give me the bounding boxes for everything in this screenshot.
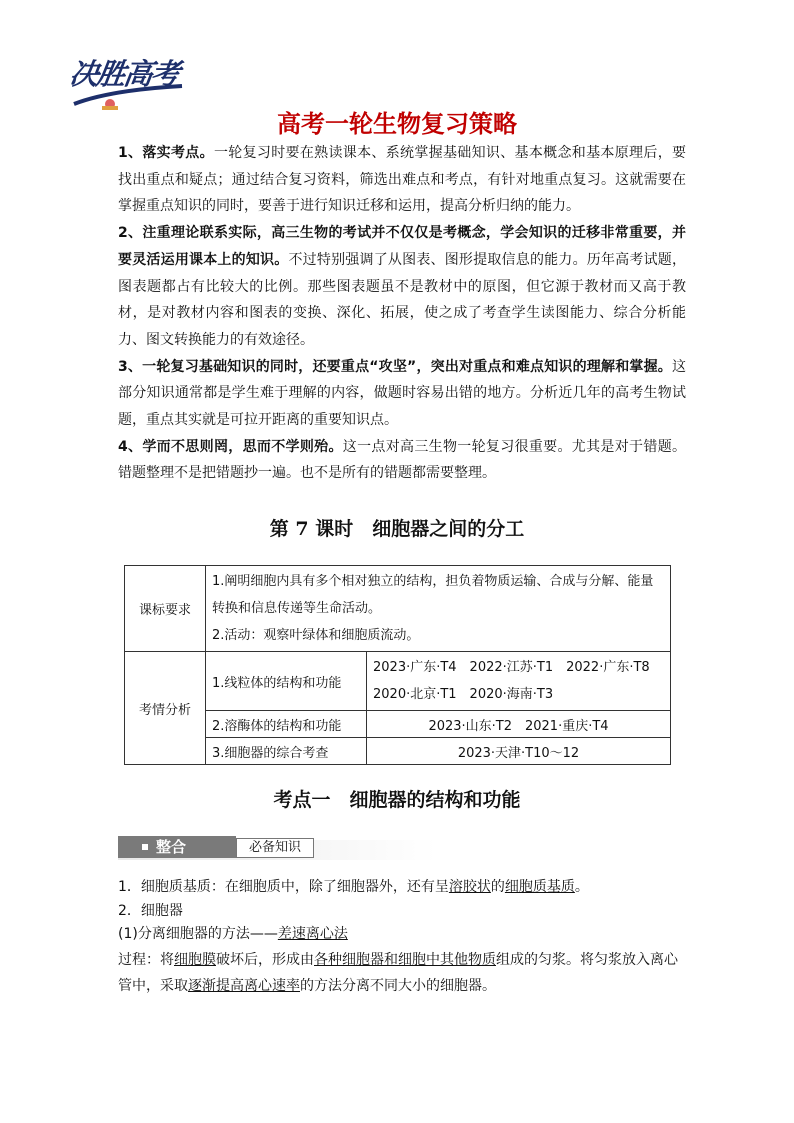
topic-cell: 1.线粒体的结构和功能 xyxy=(206,652,367,711)
strategy-item-4: 4、学而不思则罔，思而不学则殆。这一点对高三生物一轮复习很重要。尤其是对于错题。错题整理不是把错题抄一遍。也不是所有的错题都需要整理。 xyxy=(118,438,687,482)
exams-cell: 2023·广东·T4 2022·江苏·T1 2022·广东·T8 2020·北京·T1 2020·海南·T3 xyxy=(367,652,671,711)
req-content: 1.阐明细胞内具有多个相对独立的结构，担负着物质运输、合成与分解、能量转换和信息传递等生命活动。 2.活动：观察叶绿体和细胞质流动。 xyxy=(206,566,671,652)
body-text xyxy=(118,876,688,999)
knowledge-point-title: 考点一 细胞器的结构和功能 xyxy=(273,789,521,811)
lesson-title: 第 7 课时 细胞器之间的分工 xyxy=(269,518,525,540)
main-title: 高考一轮生物复习策略 xyxy=(277,110,517,138)
banner-dark-tab: 整合 xyxy=(118,836,236,858)
requirements-table xyxy=(124,565,671,765)
section-banner xyxy=(118,836,436,860)
body-line-4: 过程：将细胞膜破坏后，形成由各种细胞器和细胞中其他物质组成的匀浆。将匀浆放入离心管中，采取逐渐提高离心速率的方法分离不同大小的细胞器。 xyxy=(118,951,678,994)
strategy-item-3: 3、一轮复习基础知识的同时，还要重点“攻坚”，突出对重点和难点知识的理解和掌握。这部分知识通常都是学生难于理解的内容，做题时容易出错的地方。分析近几年的高考生物试题，重点其实就是可拉开距离的重要知识点。 xyxy=(118,358,686,429)
strategy-section xyxy=(118,140,686,487)
topic-cell: 3.细胞器的综合考查 xyxy=(206,738,367,765)
exams-cell: 2023·天津·T10～12 xyxy=(367,738,671,765)
body-line-3: (1)分离细胞器的方法——差速离心法 xyxy=(118,926,348,942)
table-row xyxy=(125,652,671,711)
square-icon xyxy=(142,844,148,850)
strategy-item-2: 2、注重理论联系实际，高三生物的考试并不仅仅是考概念，学会知识的迁移非常重要，并要灵活运用课本上的知识。不过特别强调了从图表、图形提取信息的能力。历年高考试题，图表题都占有比较大的比例。那些图表题虽不是教材中的原图，但它源于教材而又高于教材，是对教材内容和图表的变换、深化、拓展，使之成了考查学生读图能力、综合分析能力、图文转换能力的有效途径。 xyxy=(118,225,687,348)
req-label: 课标要求 xyxy=(125,566,206,652)
logo-text: 决胜高考 xyxy=(67,57,181,91)
exams-cell: 2023·山东·T2 2021·重庆·T4 xyxy=(367,711,671,738)
body-line-1: 1．细胞质基质：在细胞质中，除了细胞器外，还有呈溶胶状的细胞质基质。 xyxy=(118,879,589,895)
banner-light-tab: 必备知识 xyxy=(236,838,314,858)
body-line-2: 2．细胞器 xyxy=(118,902,183,919)
strategy-item-1: 1、落实考点。一轮复习时要在熟读课本、系统掌握基础知识、基本概念和基本原理后，要找出重点和疑点；通过结合复习资料，筛选出难点和考点，有针对地重点复习。这就需要在掌握重点知识的同时，要善于进行知识迁移和运用，提高分析归纳的能力。 xyxy=(118,145,687,215)
table-row xyxy=(125,711,671,738)
analysis-label: 考情分析 xyxy=(125,652,206,765)
table-row xyxy=(125,566,671,652)
table-row xyxy=(125,738,671,765)
topic-cell: 2.溶酶体的结构和功能 xyxy=(206,711,367,738)
